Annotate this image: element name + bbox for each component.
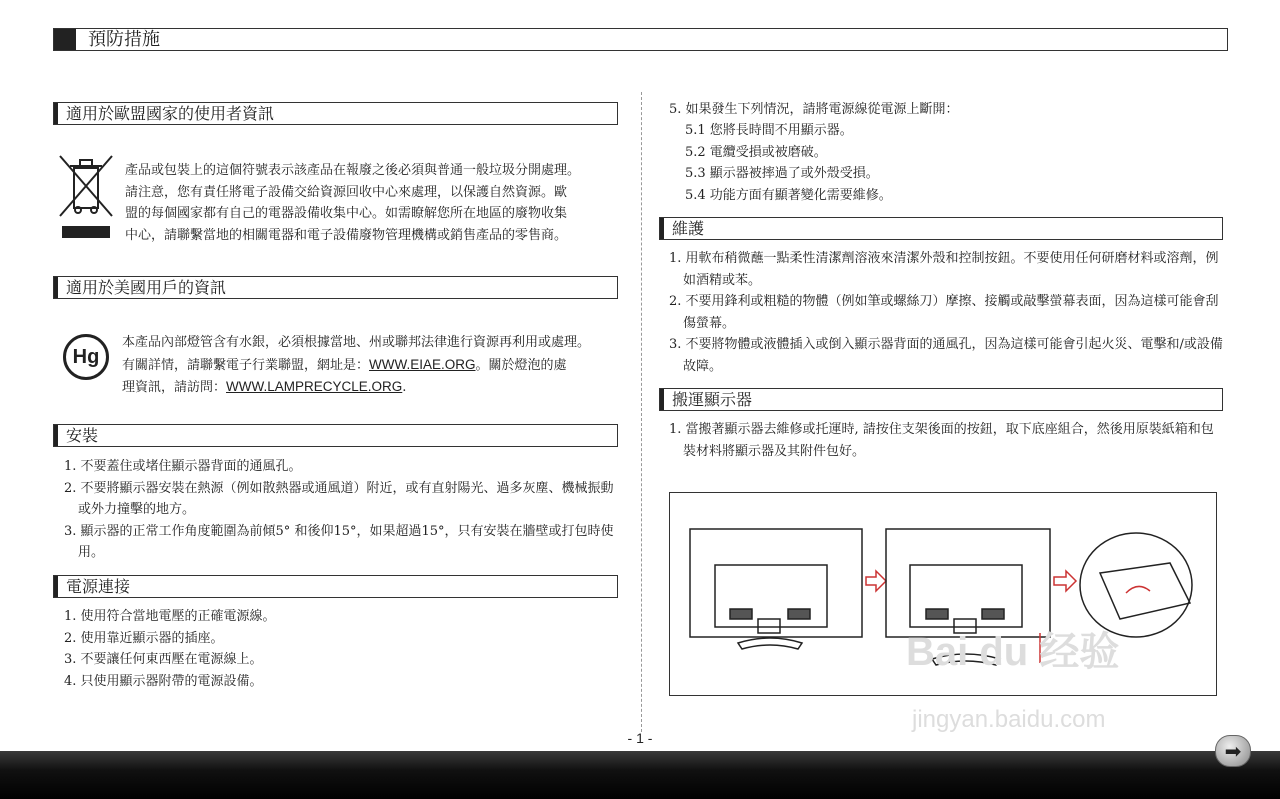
us-line [122,354,632,377]
install-list [64,456,616,564]
us-text: . [402,380,407,395]
list-item: 5.2 電纜受損或被磨破。 [685,144,827,160]
section-install-title: 安裝 [66,426,99,445]
list-item: 2. 使用靠近顯示器的插座。 [64,630,224,646]
eu-line: 中心，請聯繫當地的相關電器和電子設備廢物管理機構或銷售產品的零售商。 [125,227,568,243]
list-item: 5.1 您將長時間不用顯示器。 [685,123,853,138]
eu-line: 請注意，您有責任將電子設備交給資源回收中心來處理，以保護自然資源。歐 [125,184,568,200]
eiae-link[interactable]: WWW.EIAE.ORG [369,356,476,372]
section-power-heading [53,575,618,598]
page-title: 預防措施 [88,29,160,50]
list-item: 3. 顯示器的正常工作角度範圍為前傾5° 和後仰15°，如果超過15°，只有安裝在牆壁或打包時使用。 [64,523,614,560]
next-page-arrow-icon[interactable]: ➡ [1215,735,1251,767]
title-marker [54,29,76,50]
heading-marker [54,576,58,597]
section-us-title: 適用於美國用戶的資訊 [66,278,227,297]
page-number: - 1 - [627,730,653,746]
eu-line: 產品或包裝上的這個符號表示該產品在報廢之後必須與普通一般垃圾分開處理。 [125,163,581,178]
list-item: 2. 不要用鋒利或粗糙的物體（例如筆或螺絲刀）摩擦、接觸或敲擊螢幕表面，因為這樣可能會刮傷螢幕。 [669,294,1219,331]
page-title-bar [53,28,1228,51]
power-list [64,606,616,692]
watermark-line: jingyan.baidu.com [912,706,1106,733]
maint-list [669,248,1225,377]
eu-paragraph [125,160,620,246]
list-item: 1. 使用符合當地電壓的正確電源線。 [64,609,276,624]
list-item: 1. 用軟布稍微蘸一點柔性清潔劑溶液來清潔外殼和控制按鈕。不要使用任何研磨材料或溶劑，例如酒精或苯。 [669,251,1219,288]
footer-bar [0,751,1280,799]
section-maint-heading [659,217,1223,240]
list-item: 5.3 顯示器被摔過了或外殼受損。 [685,166,879,181]
us-paragraph [122,332,632,399]
power-sub-list [685,120,1225,206]
section-power-title: 電源連接 [66,577,131,596]
watermark-line: Bai du 经验 [906,630,1120,674]
us-text: 。關於燈泡的處 [475,357,567,373]
list-item: 5.4 功能方面有顯著變化需要維修。 [685,187,892,203]
list-item: 1. 當搬著顯示器去維修或托運時, 請按住支架後面的按鈕，取下底座組合，然後用原裝紙箱和包裝材料將顯示器及其附件包好。 [669,422,1214,459]
list-item: 5. 如果發生下列情況，請將電源線從電源上斷開： [669,102,959,117]
us-text: 理資訊，請訪問： [122,380,227,395]
heading-marker [54,425,58,446]
section-move-title: 搬運顯示器 [672,390,753,409]
section-eu-heading [53,102,618,125]
weee-bin-icon [58,154,114,240]
list-item: 3. 不要將物體或液體插入或倒入顯示器背面的通風孔，因為這樣可能會引起火災、電擊和/或設備故障。 [669,337,1223,374]
section-maint-title: 維護 [672,219,705,238]
section-move-heading [659,388,1223,411]
us-line: 本產品內部燈管含有水銀，必須根據當地、州或聯邦法律進行資源再利用或處理。 [122,335,591,350]
heading-marker [660,218,664,239]
list-item: 3. 不要讓任何東西壓在電源線上。 [64,652,263,667]
power-item-5 [669,99,1224,121]
mercury-hg-icon: Hg [63,334,109,380]
list-item: 1. 不要蓋住或堵住顯示器背面的通風孔。 [64,459,302,474]
heading-marker [660,389,664,410]
baidu-watermark [906,620,1119,677]
lamprecycle-link[interactable]: WWW.LAMPRECYCLE.ORG [226,379,403,394]
eu-line: 盟的每個國家都有自己的電器設備收集中心。如需瞭解您所在地區的廢物收集 [125,206,568,221]
section-us-heading [53,276,618,299]
move-list [669,419,1225,462]
section-eu-title: 適用於歐盟國家的使用者資訊 [66,104,275,123]
list-item: 2. 不要將顯示器安裝在熱源（例如散熱器或通風道）附近，或有直射陽光、過多灰塵、機械振動或外力撞擊的地方。 [64,480,614,517]
heading-marker [54,103,58,124]
us-text: 有關詳情，請聯繫電子行業聯盟，網址是： [122,357,370,373]
column-divider [641,92,642,732]
us-line [122,376,632,399]
list-item: 4. 只使用顯示器附帶的電源設備。 [64,673,263,689]
section-install-heading [53,424,618,447]
heading-marker [54,277,58,298]
